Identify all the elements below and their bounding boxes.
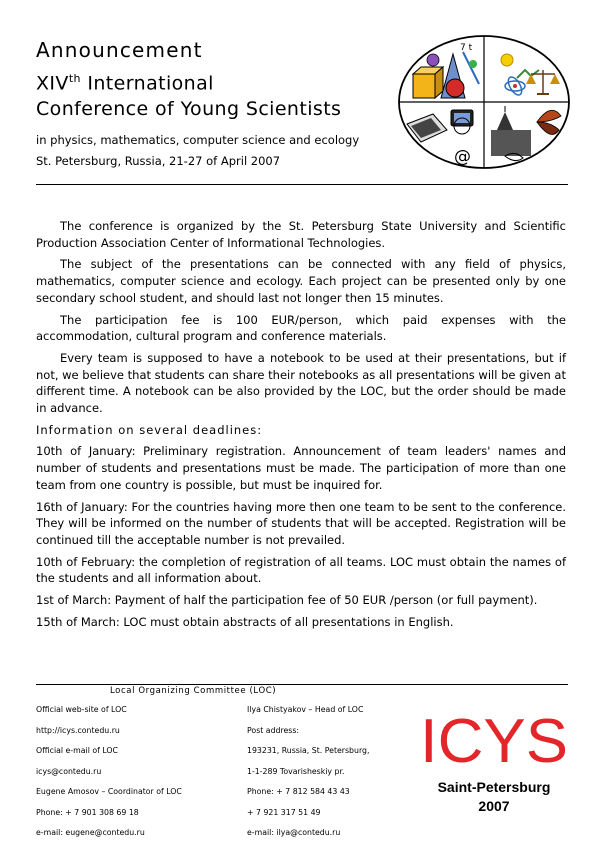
subject-paragraph: The subject of the presentations can be connected with any field of physics, mathematics, computer science and ecology. Each project can be presented only by one secondary school student, and should last not longer then 15 minutes. (36, 257, 566, 305)
coordinator-name: Eugene Amosov – Coordinator of LOC (36, 787, 182, 796)
at-sign-icon: @ (454, 147, 471, 167)
coordinator-phone: Phone: + 7 901 308 69 18 (36, 807, 139, 817)
organizers-paragraph: The conference is organized by the St. Petersburg State University and Scientific Production Association Center of Informational Technologies. (36, 219, 566, 250)
address-line: 1-1-289 Tovarisheskiy pr. (247, 766, 345, 776)
conference-fields: in physics, mathematics, computer science and ecology (36, 133, 360, 147)
icys-wordmark: ICYS (420, 707, 568, 776)
deadline-item: 15th of March: LOC must obtain abstracts of all presentations in English. (36, 614, 454, 629)
website-label: Official web-site of LOC (36, 705, 127, 714)
icys-year: 2007 (478, 798, 510, 814)
edition-suffix: th (68, 72, 81, 85)
deadlines-heading: Information on several deadlines: (36, 422, 263, 437)
deadline-item: 10th of February: the completion of registration of all teams. LOC must obtain the names of the students and all information about. (36, 554, 566, 586)
email-label: Official e-mail of LOC (36, 746, 118, 755)
city-butterfly-icon (491, 106, 561, 161)
deadline-item: 1st of March: Payment of half the participation fee of 50 EUR /person (or full payment). (36, 593, 538, 608)
head-name: Ilya Chistyakov – Head of LOC (247, 705, 364, 714)
address-line: 193231, Russia, St. Petersburg, (247, 746, 370, 755)
deadline-item: 10th of January: Preliminary registration. Announcement of team leaders' names and number of students and presentations must be made. The participation of more than one team from one country is possible, but must be inquired for. (36, 444, 566, 492)
coordinator-email[interactable]: e-mail: eugene@contedu.ru (36, 828, 145, 837)
loc-title: Local Organizing Committee (LOC) (110, 686, 277, 696)
head-phone: Phone: + 7 812 584 43 43 (247, 787, 350, 796)
loc-contacts-middle (247, 700, 369, 844)
emblem-label: 7 t (460, 43, 473, 53)
website-link[interactable]: http://icys.contedu.ru (36, 725, 120, 735)
conference-name: Conference of Young Scientists (36, 98, 342, 120)
email-link[interactable]: icys@contedu.ru (36, 766, 102, 776)
fee-paragraph: The participation fee is 100 EUR/person, which paid expenses with the accommodation, cultural program and conference materials. (36, 312, 566, 344)
head-email[interactable]: e-mail: ilya@contedu.ru (247, 828, 341, 837)
loc-contacts-left (36, 700, 182, 844)
edition-rest: International (80, 72, 214, 95)
geometry-icon (413, 43, 479, 98)
notebook-paragraph: Every team is supposed to have a notebook to be used at their presentations, but if not, we believe that students can share their notebooks as all presentations will be given at different time. A notebook can be also provided by the LOC, but the order should be made in advance. (36, 350, 566, 416)
edition-number: XIV (36, 72, 69, 95)
footer-divider (36, 684, 568, 685)
post-address-label: Post address: (247, 725, 300, 735)
announcement-body (36, 218, 566, 635)
conference-emblem (397, 34, 571, 170)
icys-city: Saint-Petersburg (437, 779, 551, 795)
icys-logo (418, 700, 570, 826)
announcement-title: Announcement (36, 38, 203, 62)
conference-place-date: St. Petersburg, Russia, 21-27 of April 2007 (36, 154, 281, 168)
conference-edition (36, 72, 214, 94)
deadline-item: 16th of January: For the countries having more then one team to be sent to the conference. They will be informed on the number of students that will be accepted. Registration will be continued till the acceptable number is not prevailed. (36, 499, 566, 547)
header-divider (36, 184, 568, 185)
head-phone-mobile: + 7 921 317 51 49 (247, 807, 321, 817)
